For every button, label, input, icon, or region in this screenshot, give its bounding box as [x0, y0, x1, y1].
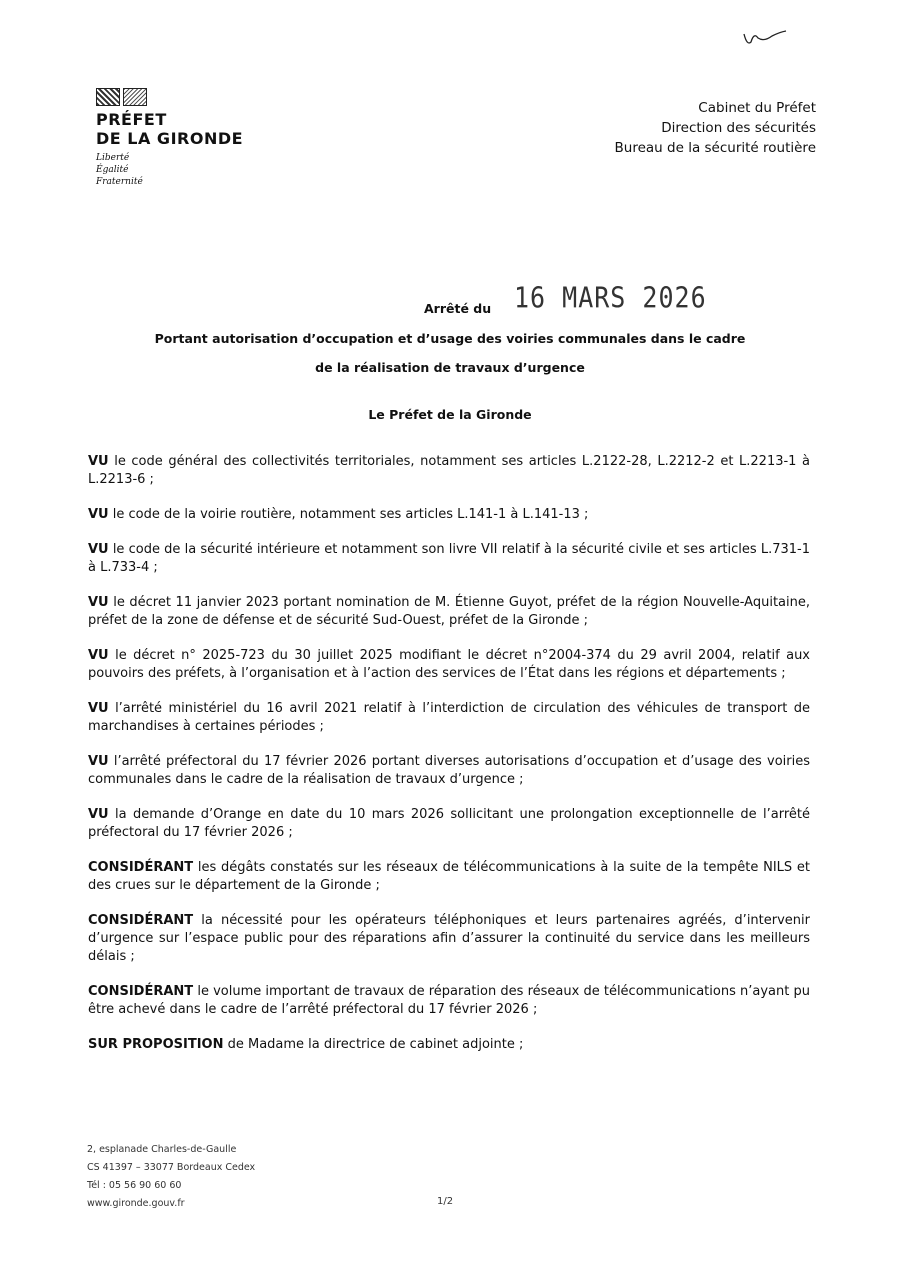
arrete-label: Arrêté du: [424, 301, 492, 316]
recital-paragraph: [88, 453, 810, 489]
recital-paragraph: [88, 806, 810, 842]
footer-address: [87, 1141, 255, 1213]
recital-text: le décret n° 2025-723 du 30 juillet 2025 modifiant le décret n°2004-374 du 29 avril 2004, relatif aux pouvoirs des préfets, à l’organisation et à l’action des services de l’État dans les régions et départements ;: [88, 648, 810, 681]
recital-paragraph: [88, 912, 810, 966]
recital-lead: VU: [88, 454, 109, 469]
recital-lead: VU: [88, 807, 109, 822]
recital-text: la demande d’Orange en date du 10 mars 2026 sollicitant une prolongation exceptionnelle de l’arrêté préfectoral du 17 février 2026 ;: [88, 807, 810, 840]
prefecture-logo: [96, 88, 243, 188]
recital-text: le code général des collectivités territoriales, notamment ses articles L.2122-28, L.2212-2 et L.2213-1 à L.2213-6 ;: [88, 454, 810, 487]
recital-text: les dégâts constatés sur les réseaux de télécommunications à la suite de la tempête NILS et des crues sur le département de la Gironde ;: [88, 860, 810, 893]
recital-text: le code de la sécurité intérieure et notamment son livre VII relatif à la sécurité civile et ses articles L.731-1 à L.733-4 ;: [88, 542, 810, 575]
recital-lead: SUR PROPOSITION: [88, 1037, 224, 1052]
recital-text: l’arrêté ministériel du 16 avril 2021 relatif à l’interdiction de circulation des véhicules de transport de marchandises à certaines périodes ;: [88, 701, 810, 734]
recital-lead: VU: [88, 648, 109, 663]
footer-website[interactable]: www.gironde.gouv.fr: [87, 1198, 185, 1209]
recital-lead: CONSIDÉRANT: [88, 984, 194, 999]
recital-paragraph: [88, 541, 810, 577]
recital-lead: CONSIDÉRANT: [88, 913, 194, 928]
recital-paragraph: [88, 647, 810, 683]
recital-lead: VU: [88, 542, 109, 557]
motto-liberte: Liberté: [96, 153, 130, 163]
recital-lead: VU: [88, 701, 109, 716]
logo-name-line-2: DE LA GIRONDE: [96, 129, 244, 148]
motto-egalite: Égalité: [96, 165, 129, 175]
motto-fraternite: Fraternité: [96, 177, 143, 187]
recital-paragraph: [88, 594, 810, 630]
recital-lead: VU: [88, 507, 109, 522]
logo-name-line-1: PRÉFET: [96, 110, 167, 129]
recital-text: la nécessité pour les opérateurs téléphoniques et leurs partenaires agréés, d’intervenir d’urgence sur l’espace public pour des réparations afin d’assurer la continuité du service dans les meilleurs délais ;: [88, 913, 810, 964]
date-stamp: 16 MARS 2026: [514, 281, 707, 315]
recital-paragraph: [88, 700, 810, 736]
subject-line-2: de la réalisation de travaux d’urgence: [315, 360, 585, 375]
recital-text: l’arrêté préfectoral du 17 février 2026 portant diverses autorisations d’occupation et d’usage des voiries communales dans le cadre de la réalisation de travaux d’urgence ;: [88, 754, 810, 787]
issuing-authority: Le Préfet de la Gironde: [368, 407, 532, 422]
recital-paragraph: [88, 983, 810, 1019]
arrete-subject: [0, 324, 900, 382]
issuing-service: [615, 98, 816, 158]
page-number: 1/2: [437, 1196, 454, 1207]
recital-lead: VU: [88, 595, 109, 610]
marianne-emblem: [96, 88, 243, 106]
recitals: [88, 453, 810, 1071]
recital-text: le volume important de travaux de réparation des réseaux de télécommunications n’ayant pu être achevé dans le cadre de l’arrêté préfectoral du 17 février 2026 ;: [88, 984, 810, 1017]
recital-text: le décret 11 janvier 2023 portant nomination de M. Étienne Guyot, préfet de la région Nouvelle-Aquitaine, préfet de la zone de défense et de sécurité Sud-Ouest, préfet de la Gironde ;: [88, 595, 810, 628]
republic-motto: [96, 152, 243, 188]
recital-text: de Madame la directrice de cabinet adjointe ;: [223, 1037, 524, 1052]
footer-phone: Tél : 05 56 90 60 60: [87, 1180, 182, 1191]
handwritten-mark: [742, 28, 788, 50]
recital-lead: VU: [88, 754, 109, 769]
recital-paragraph: [88, 753, 810, 789]
recital-paragraph: [88, 1036, 810, 1054]
service-line-2: Direction des sécurités: [661, 120, 816, 136]
recital-lead: CONSIDÉRANT: [88, 860, 194, 875]
subject-line-1: Portant autorisation d’occupation et d’usage des voiries communales dans le cadre: [154, 331, 746, 346]
footer-postal: CS 41397 – 33077 Bordeaux Cedex: [87, 1162, 256, 1173]
service-line-3: Bureau de la sécurité routière: [614, 140, 816, 156]
service-line-1: Cabinet du Préfet: [698, 100, 816, 116]
recital-text: le code de la voirie routière, notamment ses articles L.141-1 à L.141-13 ;: [108, 507, 589, 522]
recital-paragraph: [88, 859, 810, 895]
footer-street: 2, esplanade Charles-de-Gaulle: [87, 1144, 237, 1155]
recital-paragraph: [88, 506, 810, 524]
